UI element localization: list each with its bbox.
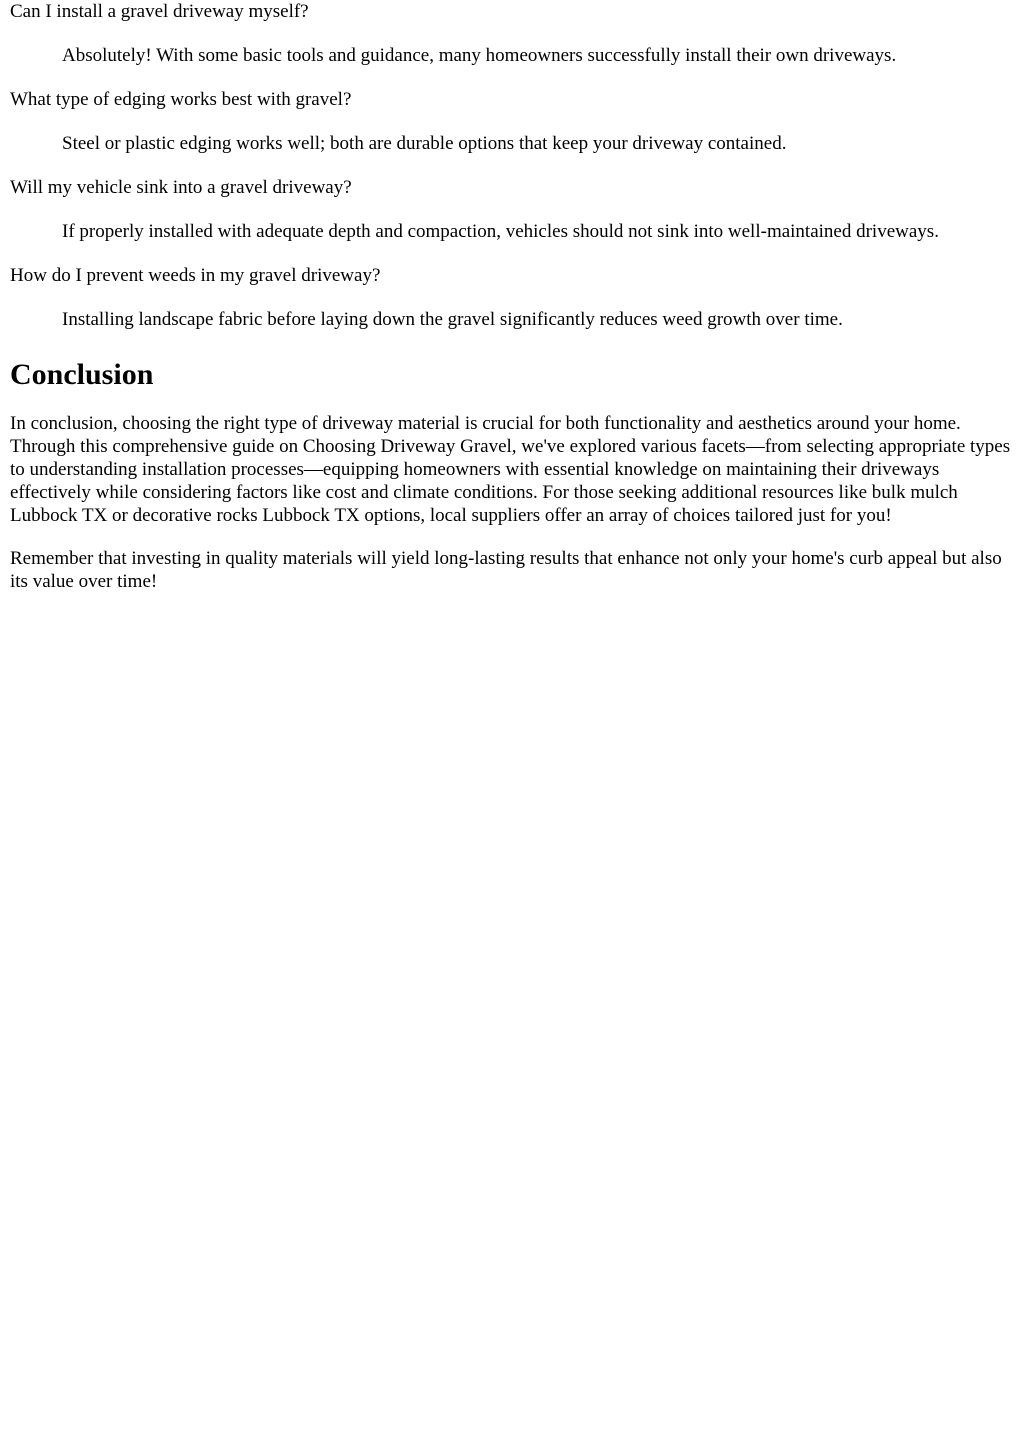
faq-answer: Steel or plastic edging works well; both are durable options that keep your driveway contained.	[62, 133, 787, 154]
faq-question: What type of edging works best with gravel?	[10, 89, 352, 110]
conclusion-heading: Conclusion	[10, 358, 154, 391]
faq-question: How do I prevent weeds in my gravel driveway?	[10, 265, 381, 286]
faq-answer: Installing landscape fabric before laying down the gravel significantly reduces weed growth over time.	[62, 309, 843, 330]
conclusion-paragraph: Remember that investing in quality materials will yield long-lasting results that enhance not only your home's curb appeal but also its value over time!	[10, 548, 1002, 592]
faq-question: Can I install a gravel driveway myself?	[10, 1, 309, 22]
faq-answer: Absolutely! With some basic tools and guidance, many homeowners successfully install their own driveways.	[62, 45, 897, 66]
conclusion-paragraph: In conclusion, choosing the right type of driveway material is crucial for both functionality and aesthetics around your home. Through this comprehensive guide on Choosing Driveway Gravel, we've explored various facets—from selecting appropriate types to understanding installation processes—equipping homeowners with essential knowledge on maintaining their driveways effectively while considering factors like cost and climate conditions. For those seeking additional resources like bulk mulch Lubbock TX or decorative rocks Lubbock TX options, local suppliers offer an array of choices tailored just for you!	[10, 413, 1011, 526]
faq-list	[10, 0, 1014, 331]
faq-question: Will my vehicle sink into a gravel driveway?	[10, 177, 352, 198]
article-page	[0, 0, 1024, 593]
faq-answer: If properly installed with adequate depth and compaction, vehicles should not sink into well-maintained driveways.	[62, 221, 939, 242]
